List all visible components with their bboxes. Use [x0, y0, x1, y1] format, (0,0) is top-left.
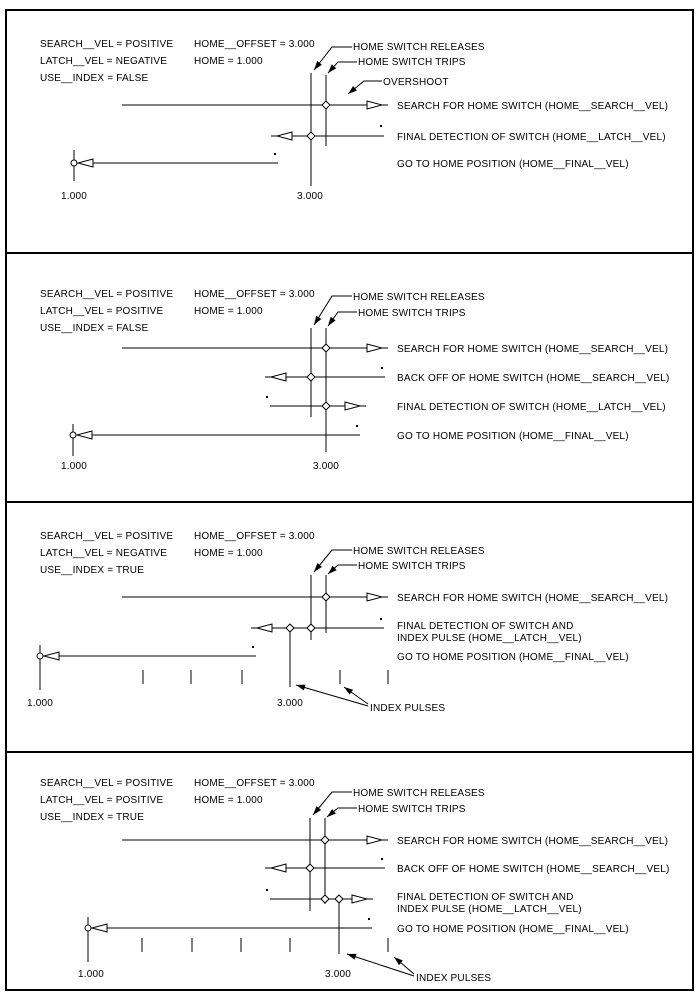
leader-arrowhead-icon [346, 951, 356, 959]
param-latch-vel: LATCH__VEL = POSITIVE [40, 306, 164, 317]
motion-go-home [70, 424, 360, 456]
scale-label-home: 1.000 [60, 461, 88, 472]
diamond-marker [322, 101, 330, 109]
leader-arrowhead-icon [342, 685, 353, 695]
diamond-marker [307, 132, 315, 140]
start-point-tick [381, 858, 383, 860]
panel-1 [40, 39, 668, 202]
start-point-tick [368, 918, 370, 920]
motion-back-off [265, 367, 385, 381]
motion-search [122, 344, 388, 352]
callout-home-switch-releases: HOME SWITCH RELEASES [353, 788, 485, 799]
index-pulse-ticks [143, 670, 388, 684]
motion-go-home [85, 917, 372, 962]
param-latch-vel: LATCH__VEL = NEGATIVE [40, 548, 168, 559]
param-use-index: USE__INDEX = FALSE [40, 73, 149, 84]
motion-search [122, 593, 388, 601]
right-arrow-icon [367, 593, 388, 601]
diamond-marker [322, 593, 330, 601]
diamond-marker [321, 836, 329, 844]
panel-4 [40, 778, 670, 984]
scale-label-home: 1.000 [77, 969, 105, 980]
callout-overshoot: OVERSHOOT [383, 77, 449, 88]
leader-arrowhead-icon [295, 682, 305, 690]
scale-label-home: 1.000 [26, 698, 54, 709]
callout-home-switch-trips: HOME SWITCH TRIPS [358, 57, 466, 68]
step-label-final-detection-line1: FINAL DETECTION OF SWITCH AND [397, 621, 574, 632]
diamond-marker [322, 402, 330, 410]
motion-go-home [71, 150, 278, 181]
diamond-marker [321, 895, 329, 903]
step-label-back-off: BACK OFF OF HOME SWITCH (HOME__SEARCH__VEL) [397, 864, 670, 875]
start-point-tick [266, 889, 268, 891]
leader-arrowhead-icon [312, 61, 322, 72]
home-point-marker [70, 432, 76, 438]
step-label-search: SEARCH FOR HOME SWITCH (HOME__SEARCH__VEL) [397, 593, 669, 604]
home-point-marker [71, 160, 77, 166]
param-home: HOME = 1.000 [194, 306, 263, 317]
param-use-index: USE__INDEX = TRUE [40, 812, 145, 823]
step-label-final-detection: FINAL DETECTION OF SWITCH (HOME__LATCH__VEL) [397, 402, 666, 413]
callout-home-switch-releases: HOME SWITCH RELEASES [353, 292, 485, 303]
left-arrow-icon [271, 132, 292, 140]
motion-search [122, 101, 388, 109]
step-label-search: SEARCH FOR HOME SWITCH (HOME__SEARCH__VEL) [397, 836, 669, 847]
step-label-final-detection-line1: FINAL DETECTION OF SWITCH AND [397, 892, 574, 903]
left-arrow-icon [251, 624, 272, 632]
callout-index-pulses: INDEX PULSES [416, 973, 492, 984]
scale-label-offset: 3.000 [296, 191, 324, 202]
callout-home-switch-trips: HOME SWITCH TRIPS [358, 308, 466, 319]
right-arrow-icon [345, 402, 366, 410]
param-latch-vel: LATCH__VEL = POSITIVE [40, 795, 164, 806]
param-search-vel: SEARCH__VEL = POSITIVE [40, 778, 174, 789]
param-home-offset: HOME__OFFSET = 3.000 [194, 39, 315, 50]
left-arrow-icon [265, 864, 286, 872]
param-home-offset: HOME__OFFSET = 3.000 [194, 289, 315, 300]
leader-arrowhead-icon [326, 317, 336, 328]
panel-2 [40, 289, 670, 472]
param-use-index: USE__INDEX = TRUE [40, 565, 145, 576]
scale-label-home: 1.000 [60, 191, 88, 202]
scale-label-offset: 3.000 [312, 461, 340, 472]
start-point-tick [380, 125, 382, 127]
callout-home-switch-releases: HOME SWITCH RELEASES [353, 42, 485, 53]
step-label-go-home: GO TO HOME POSITION (HOME__FINAL__VEL) [397, 431, 629, 442]
step-label-search: SEARCH FOR HOME SWITCH (HOME__SEARCH__VEL) [397, 344, 669, 355]
index-leader-line [296, 685, 368, 706]
step-label-final-detection-line2: INDEX PULSE (HOME__LATCH__VEL) [397, 633, 582, 644]
home-point-marker [37, 653, 43, 659]
param-use-index: USE__INDEX = FALSE [40, 323, 149, 334]
diamond-marker [307, 624, 315, 632]
motion-final-detection [271, 125, 384, 140]
callout-home-switch-trips: HOME SWITCH TRIPS [358, 561, 466, 572]
motion-search [122, 836, 388, 844]
motion-go-home [37, 645, 256, 690]
start-point-tick [274, 153, 276, 155]
diamond-marker [335, 895, 343, 903]
home-point-marker [85, 925, 91, 931]
param-search-vel: SEARCH__VEL = POSITIVE [40, 531, 174, 542]
left-arrow-icon [265, 373, 286, 381]
right-arrow-icon [367, 101, 388, 109]
param-home: HOME = 1.000 [194, 795, 263, 806]
start-point-tick [356, 425, 358, 427]
motion-final-detection [251, 618, 384, 632]
param-home-offset: HOME__OFFSET = 3.000 [194, 778, 315, 789]
step-label-go-home: GO TO HOME POSITION (HOME__FINAL__VEL) [397, 924, 629, 935]
callout-index-pulses: INDEX PULSES [370, 703, 446, 714]
step-label-final-detection: FINAL DETECTION OF SWITCH (HOME__LATCH__VEL) [397, 132, 666, 143]
step-label-back-off: BACK OFF OF HOME SWITCH (HOME__SEARCH__VEL) [397, 373, 670, 384]
right-arrow-icon [367, 836, 388, 844]
param-latch-vel: LATCH__VEL = NEGATIVE [40, 56, 168, 67]
param-home: HOME = 1.000 [194, 56, 263, 67]
param-home: HOME = 1.000 [194, 548, 263, 559]
step-label-final-detection-line2: INDEX PULSE (HOME__LATCH__VEL) [397, 904, 582, 915]
motion-final-detection [266, 889, 373, 903]
diamond-marker [322, 344, 330, 352]
motion-final-detection [266, 396, 366, 410]
panel-3 [27, 531, 668, 714]
start-point-tick [266, 396, 268, 398]
step-label-go-home: GO TO HOME POSITION (HOME__FINAL__VEL) [397, 652, 629, 663]
start-point-tick [380, 618, 382, 620]
param-search-vel: SEARCH__VEL = POSITIVE [40, 289, 174, 300]
step-label-search: SEARCH FOR HOME SWITCH (HOME__SEARCH__VEL) [397, 101, 669, 112]
leader-arrowhead-icon [311, 316, 321, 327]
start-point-tick [252, 646, 254, 648]
scale-label-offset: 3.000 [324, 969, 352, 980]
param-home-offset: HOME__OFFSET = 3.000 [194, 531, 315, 542]
diamond-marker [307, 373, 315, 381]
right-arrow-icon [352, 895, 373, 903]
callout-home-switch-releases: HOME SWITCH RELEASES [353, 546, 485, 557]
scale-label-offset: 3.000 [276, 698, 304, 709]
diamond-marker [306, 864, 314, 872]
step-label-go-home: GO TO HOME POSITION (HOME__FINAL__VEL) [397, 159, 629, 170]
start-point-tick [381, 367, 383, 369]
index-pulse-ticks [142, 938, 388, 952]
callout-home-switch-trips: HOME SWITCH TRIPS [358, 804, 466, 815]
diamond-marker [286, 624, 294, 632]
right-arrow-icon [367, 344, 388, 352]
param-search-vel: SEARCH__VEL = POSITIVE [40, 39, 174, 50]
